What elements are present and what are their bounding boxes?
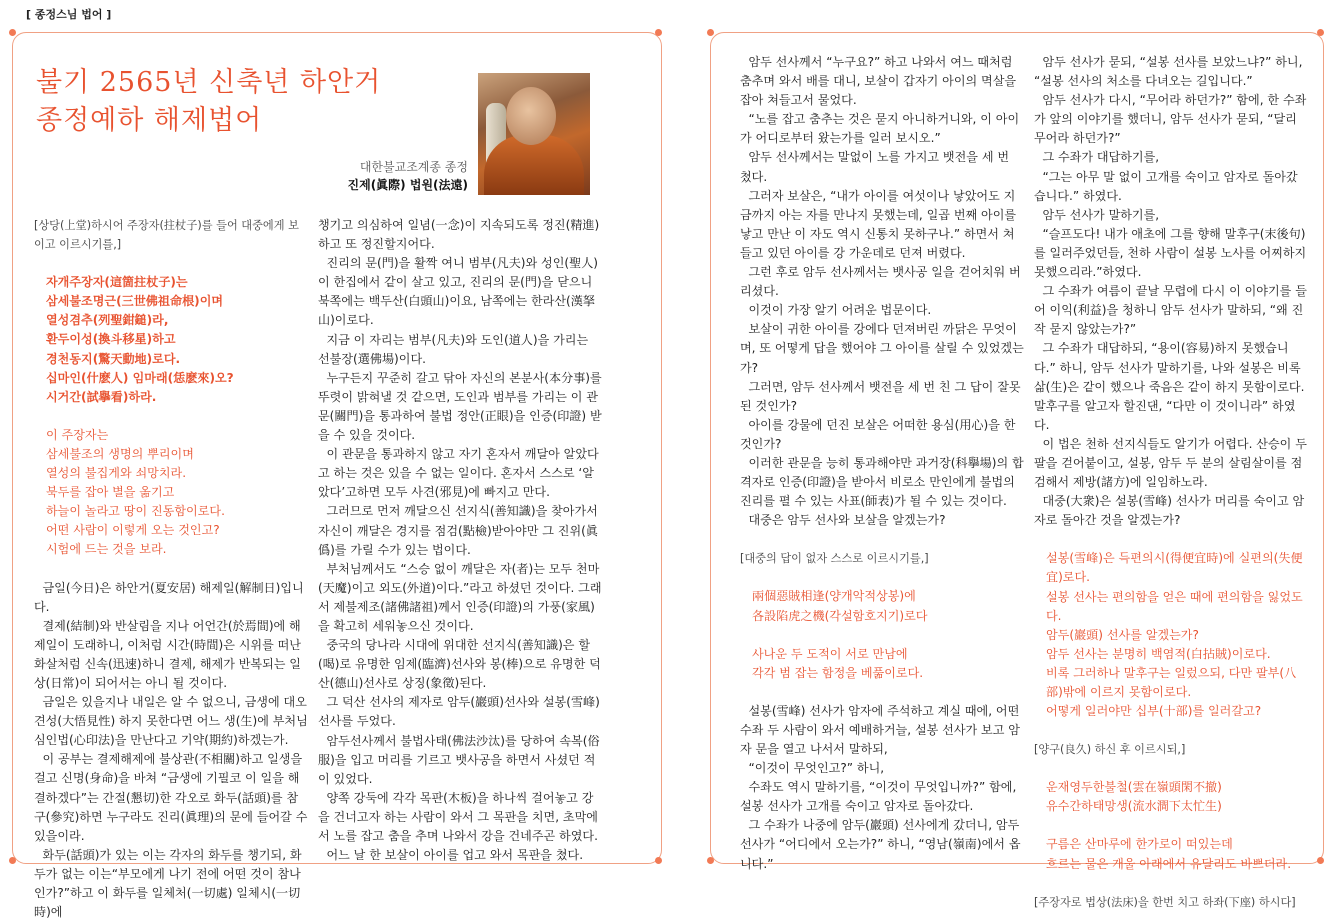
red-verse-line: 암두(巖頭) 선사를 알겠는가?	[1046, 627, 1199, 642]
body-paragraph: 암두 선사가 묻되, “설봉 선사를 보았느냐?” 하니, “설봉 선사의 처소를 다녀오는 길입니다.”	[1034, 55, 1303, 89]
body-paragraph: “그는 아무 말 없이 고개를 숙이고 암자로 돌아갔습니다.” 하였다.	[1034, 169, 1298, 203]
column-4	[1034, 53, 1308, 912]
body-paragraph: 그러면, 암두 선사께서 뱃전을 세 번 친 그 답이 잘못된 것인가?	[740, 379, 1021, 413]
verse-korean-line: 각각 범 잡는 함정을 베풂이로다.	[752, 665, 924, 680]
verse-hanja-line: 열성겸추(列聖鉗鎚)라,	[46, 313, 169, 328]
byline-org: 대한불교조계종 종정	[359, 160, 468, 174]
body-paragraph: 화두(話頭)가 있는 이는 각자의 화두를 챙기되, 화두가 없는 이는“부모에게 나기 전에 어떤 것이 참나인가?”하고 이 화두를 일체처(一切處) 일체시(一切時)에	[34, 847, 302, 920]
body-paragraph: 금일은 있을지나 내일은 알 수 없으니, 금생에 대오견성(大悟見性) 하지 못한다면 어느 생(生)에 부처님 심인법(心印法)을 만난다고 기약(期約)하겠는가.	[34, 695, 308, 748]
body-paragraph: 챙기고 의심하여 일념(一念)이 지속되도록 정진(精進)하고 또 정진할지어다.	[318, 218, 600, 252]
byline	[348, 158, 468, 194]
body-paragraph: 이 관문을 통과하지 않고 자기 혼자서 깨달아 알았다고 하는 것은 있을 수 없는 일이다. 혼자서 스스로 ‘알았다’고하면 모두 사견(邪見)에 빠지고 만다.	[318, 447, 599, 500]
verse-korean-line: 시험에 드는 것을 보라.	[46, 542, 167, 557]
column-3	[740, 53, 1024, 874]
verse-hanja-line: 유수간하태망생(流水澗下太忙生)	[1046, 799, 1222, 814]
title-line-2: 종정예하 해제법어	[36, 105, 263, 136]
intro-note: [상당(上堂)하시어 주장자(拄杖子)를 들어 대중에게 보이고 이르시기를,]	[34, 219, 299, 252]
red-verse-line: 설봉 선사는 편의함을 얻은 때에 편의함을 잃었도다.	[1046, 589, 1303, 623]
frame-corner-dot	[707, 857, 714, 864]
body-paragraph: 진리의 문(門)을 활짝 여니 범부(凡夫)와 성인(聖人)이 한집에서 같이 살고 있고, 진리의 문(門)을 닫으니 북쪽에는 백두산(白頭山)이요, 남쪽에는 한라산(漢拏山)이로다.	[318, 256, 599, 328]
verse-korean-line: 삼세불조의 생명의 뿌리이며	[46, 446, 194, 461]
frame-corner-dot	[1317, 29, 1324, 36]
verse-hanja-line: 십마인(什麽人) 임마래(恁麽來)오?	[46, 370, 234, 385]
verse-hanja-line: 환두이성(換斗移星)하고	[46, 332, 176, 347]
monk-portrait-photo	[478, 73, 590, 195]
verse-hanja-line: 各設陷虎之機(각설함호지기)로다	[752, 608, 928, 623]
body-paragraph: 이 공부는 결제해제에 불상관(不相關)하고 일생을 걸고 신명(身命)을 바쳐 “금생에 기필코 이 일을 해결하겠다”는 간절(懇切)한 각오로 화두(話頭)를 참구(參究)하면 누구라도 진리(眞理)의 문에 들어갈 수 있을이라.	[34, 752, 308, 843]
body-paragraph: 대중은 암두 선사와 보살을 알겠는가?	[748, 513, 946, 528]
verse-hanja-line: 경천동지(驚天動地)로다.	[46, 351, 181, 366]
body-paragraph: “노를 잡고 춤추는 것은 묻지 아니하거니와, 이 아이가 어디로부터 왔는가를 일러 보시오.”	[740, 112, 1020, 146]
body-paragraph: 이 법은 천하 선지식들도 알기가 어렵다. 산승이 두 팔을 걷어붙이고, 설봉, 암두 두 분의 살림살이를 점검해서 제방(諸方)에 일임하노라.	[1034, 436, 1307, 490]
verse-korean-line: 구름은 산마루에 한가로이 떠있는데	[1046, 837, 1233, 852]
frame-corner-dot	[655, 29, 662, 36]
body-paragraph: 그러므로 먼저 깨달으신 선지식(善知識)을 찾아가서 자신이 깨달은 경지를 점검(點檢)받아야만 그 진위(眞僞)를 가릴 수가 있는 법이다.	[318, 504, 598, 557]
body-paragraph: 그 수좌가 나중에 암두(巖頭) 선사에게 갔더니, 암두 선사가 “어디에서 오는가?” 하니, “영남(嶺南)에서 옵니다.”	[740, 818, 1021, 871]
face-shape	[506, 87, 556, 145]
verse-korean-line: 북두를 잡아 별을 옮기고	[46, 485, 175, 500]
frame-corner-dot	[655, 857, 662, 864]
body-paragraph: 설봉(雪峰) 선사가 암자에 주석하고 계실 때에, 어떤 수좌 두 사람이 와서 예배하거늘, 설봉 선사가 보고 암자 문을 열고 나서서 말하되,	[740, 703, 1020, 756]
verse-hanja-line: 시거간(試擧看)하라.	[46, 389, 157, 404]
column-2	[318, 216, 602, 865]
body-paragraph: 양쪽 강둑에 각각 목판(木板)을 하나씩 걸어놓고 강을 건너고자 하는 사람이 와서 그 목판을 치면, 초막에서 노를 잡고 춤을 추며 나와서 강을 건네주곤 하였다.	[318, 790, 598, 843]
column-1	[34, 216, 309, 922]
frame-corner-dot	[9, 29, 16, 36]
verse-korean-line: 하늘이 놀라고 땅이 진동함이로다.	[46, 504, 225, 519]
body-paragraph: 지금 이 자리는 범부(凡夫)와 도인(道人)을 가리는 선불장(選佛場)이다.	[318, 332, 589, 366]
body-paragraph: 그 덕산 선사의 제자로 암두(巖頭)선사와 설봉(雪峰)선사를 두었다.	[318, 695, 600, 729]
stage-note: [대중의 답이 없자 스스로 이르시기를,]	[740, 552, 929, 566]
stage-note: [양구(良久) 하신 후 이르시되,]	[1034, 743, 1186, 757]
byline-name: 진제(眞際) 법원(法遠)	[347, 178, 468, 192]
body-paragraph: 그런 후로 암두 선사께서는 뱃사공 일을 걷어치워 버리셨다.	[740, 265, 1021, 299]
frame-corner-dot	[9, 857, 16, 864]
body-paragraph: 아이를 강물에 던진 보살은 어떠한 용심(用心)을 한 것인가?	[740, 417, 1016, 451]
body-paragraph: 이러한 관문을 능히 통과해야만 과거장(科擧場)의 합격자로 인증(印證)을 받아서 비로소 만인에게 불법의 진리를 펼 수 있는 사표(師表)가 될 수 있는 것이다.	[740, 455, 1024, 509]
body-paragraph: 그 수좌가 대답하되, “용이(容易)하지 못했습니다.” 하니, 암두 선사가 말하기를, 나와 설봉은 비록 삶(生)은 같이 했으나 죽음은 같이 하지 못함이로다. 말후구를 알고자 할진댄, “다만 이 것이니라” 하였다.	[1034, 341, 1305, 432]
verse-korean-line: 열성의 불집게와 쇠망치라.	[46, 466, 187, 481]
body-paragraph: 수좌도 역시 말하기를, “이것이 무엇입니까?” 함에, 설봉 선사가 고개를 숙이고 암자로 돌아갔다.	[740, 780, 1017, 814]
body-paragraph: 암두 선사께서는 말없이 노를 가지고 뱃전을 세 번 쳤다.	[740, 150, 1010, 184]
body-paragraph: 그러자 보살은, “내가 아이를 여섯이나 낳았어도 지금까지 아는 자를 만나지 못했는데, 일곱 번째 아이를 낳고 만난 이 자도 역시 신통치 못하구나.” 하면서 쳐들고 있던 아이를 강 가운데로 던져 버렸다.	[740, 188, 1017, 260]
body-paragraph: “슬프도다! 내가 애초에 그를 향해 말후구(末後句)를 일러주었던들, 천하 사람이 설봉 노사를 어찌하지 못했으리라.”하였다.	[1034, 226, 1307, 280]
article-title	[36, 64, 381, 140]
red-verse-line: 어떻게 일러야만 십부(十部)를 일러갈고?	[1046, 704, 1262, 719]
body-paragraph: 부처님께서도 “스승 없이 깨달은 자(者)는 모두 천마(天魔)이고 외도(外道)이다.”라고 하셨던 것이다. 그래서 제불제조(諸佛諸祖)께서 인증(印證)의 가풍(家風)을 확고히 세워놓으신 것이다.	[318, 561, 602, 633]
section-label: [ 종정스님 법어 ]	[26, 8, 112, 21]
body-paragraph: 보살이 귀한 아이를 강에다 던져버린 까닭은 무엇이며, 또 어떻게 답을 했어야 그 아이를 살릴 수 있었겠는가?	[740, 322, 1024, 375]
title-line-1: 불기 2565년 신축년 하안거	[36, 67, 382, 98]
verse-hanja-line: 삼세불조명근(三世佛祖命根)이며	[46, 294, 224, 309]
frame-corner-dot	[707, 29, 714, 36]
body-paragraph: 누구든지 꾸준히 갈고 닦아 자신의 본분사(本分事)를 뚜렷이 밝혀낼 것 같으면, 도인과 범부를 가리는 이 관문(關門)을 통과하여 불법 정안(正眼)을 인증(印證) 받을 수 있을 것이다.	[318, 370, 602, 443]
body-paragraph: 그 수좌가 여름이 끝날 무렵에 다시 이 이야기를 들어 이익(利益)을 청하니 암두 선사가 말하되, “왜 진작 묻지 않았는가?”	[1034, 284, 1307, 337]
frame-corner-dot	[1317, 857, 1324, 864]
body-paragraph: 어느 날 한 보살이 아이를 업고 와서 목판을 쳤다.	[326, 848, 584, 863]
body-paragraph: “이것이 무엇인고?” 하니,	[748, 761, 885, 776]
verse-korean-line: 이 주장자는	[46, 427, 109, 442]
body-paragraph: 그 수좌가 대답하기를,	[1042, 150, 1160, 165]
closing-note: [주장자로 법상(法床)을 한번 치고 하좌(下座) 하시다]	[1034, 895, 1296, 909]
verse-hanja-line: 兩個惡賊相逢(양개악적상봉)에	[752, 589, 916, 604]
verse-korean-line: 사나운 두 도적이 서로 만남에	[752, 646, 908, 661]
body-paragraph: 금일(今日)은 하안거(夏安居) 해제일(解制日)입니다.	[34, 580, 304, 614]
body-paragraph: 결제(結制)와 반살림을 지나 어언간(於焉間)에 해제일이 도래하니, 이처럼 시간(時間)은 시위를 떠난 화살처럼 신속(迅速)하니 결제, 해제가 반복되는 일상(日常)이 되어서는 아니 될 것이다.	[34, 618, 301, 690]
red-verse-line: 설봉(雪峰)은 득편의시(得便宜時)에 실편의(失便宜)로다.	[1046, 551, 1303, 585]
verse-korean-line: 흐르는 물은 개울 아래에서 유달리도 바쁘더라.	[1046, 856, 1292, 871]
body-paragraph: 대중(大衆)은 설봉(雪峰) 선사가 머리를 숙이고 암자로 돌아간 것을 알겠는가?	[1034, 494, 1305, 528]
verse-korean-line: 어떤 사람이 이렇게 오는 것인고?	[46, 523, 220, 538]
body-paragraph: 암두 선사가 다시, “무어라 하던가?” 함에, 한 수좌가 앞의 이야기를 했더니, 암두 선사가 묻되, “달리 무어라 하던가?”	[1034, 93, 1307, 146]
red-verse-line: 비록 그러하나 말후구는 일렀으되, 다만 팔부(八部)밖에 이르지 못함이로다.	[1046, 665, 1297, 699]
body-paragraph: 암두 선사께서 “누구요?” 하고 나와서 여느 때처럼 춤추며 와서 배를 대니, 보살이 갑자기 아이의 멱살을 잡아 쳐들고서 물었다.	[740, 55, 1017, 108]
verse-hanja-line: 운재영두한불철(雲在嶺頭閑不撤)	[1046, 780, 1222, 795]
body-paragraph: 이것이 가장 알기 어려운 법문이다.	[748, 303, 932, 318]
body-paragraph: 암두선사께서 불법사태(佛法沙汰)를 당하여 속복(俗服)을 입고 머리를 기르고 뱃사공을 하면서 사셨던 적이 있었다.	[318, 733, 600, 786]
red-verse-line: 암두 선사는 분명히 백염적(白拈賊)이로다.	[1046, 646, 1271, 661]
body-paragraph: 중국의 당나라 시대에 위대한 선지식(善知識)은 할(喝)로 유명한 임제(臨濟)선사와 봉(棒)으로 유명한 덕산(德山)선사로 상징(象徵)된다.	[318, 638, 601, 691]
verse-hanja-line: 자개주장자(這箇拄杖子)는	[46, 275, 188, 290]
body-paragraph: 암두 선사가 말하기를,	[1042, 207, 1160, 222]
